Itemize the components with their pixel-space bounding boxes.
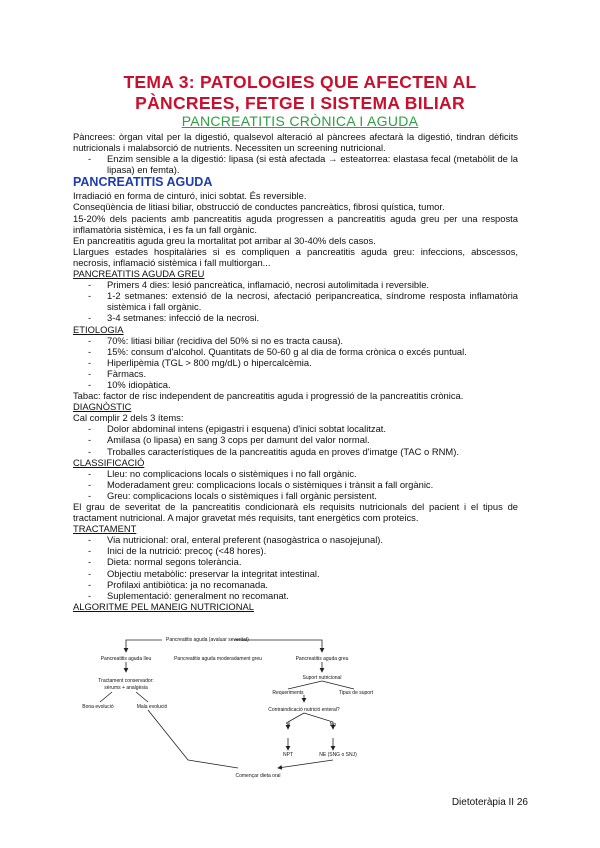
list-item: - Objectiu metabòlic: preservar la integritat intestinal. (73, 568, 518, 579)
section-heading-algoritme: ALGORITME PEL MANEIG NUTRICIONAL (73, 600, 254, 612)
list-item: - Dolor abdominal intens (epigastri i esquena) d'inici sobtat localitzat. (73, 423, 518, 434)
paragraph: Llargues estades hospitalàries si es compliquen a pancreatitis aguda greu: infeccions, abscessos, necrosis, inflamació sistèmica i fall multiorgan... (73, 245, 518, 268)
algorithm-diagram (78, 632, 378, 780)
etiologia-list (73, 335, 518, 390)
diagram-node-moderada: Pancreatitis aguda moderadament greu (174, 656, 262, 662)
greu-list (73, 279, 518, 323)
diagram-node-dieta: Començar dieta oral (235, 773, 281, 779)
diagram-node-no: No (329, 722, 337, 728)
list-item: - 3-4 setmanes: infecció de la necrosi. (73, 312, 518, 323)
diagram-node-requeriments: Requeriments (272, 690, 304, 696)
diagram-node-tipus: Tipus de suport (338, 690, 374, 696)
diagram-node-ne: NE (SNG o SNJ) (319, 752, 357, 758)
list-item: - 1-2 setmanes: extensió de la necrosi, afectació peripancreatica, síndrome resposta inflamatòria sistèmica i fall orgànic. (73, 290, 518, 312)
paragraph: En pancreatitis aguda greu la mortalitat pot arribar al 30-40% dels casos. (73, 234, 376, 246)
page-subtitle: PANCREATITIS CRÒNICA I AGUDA (181, 113, 419, 129)
diagram-node-contraindicacio: Contraindicació nutrició enteral? (268, 707, 340, 713)
paragraph: Irradiació en forma de cinturó, inici sobtat. És reversible. (73, 190, 307, 202)
diagram-node-conservador: Tractament conservador: (98, 678, 154, 684)
document-body (73, 131, 518, 612)
list-item: - Via nutricional: oral, enteral preferent (nasogàstrica o nasojejunal). (73, 534, 518, 545)
list-item: - Suplementació: generalment no recomanat. (73, 590, 518, 601)
list-item: - Primers 4 dies: lesió pancreàtica, inflamació, necrosi autolimitada i reversible. (73, 279, 518, 290)
intro-list (73, 153, 518, 175)
diagram-node-npt: NPT (283, 752, 293, 758)
section-heading-diagnostic: DIAGNÒSTIC (73, 401, 132, 413)
list-item: - Greu: complicacions locals o sistèmiques i fall orgànic persistent. (73, 490, 518, 501)
tabac-paragraph: Tabac: factor de risc independent de pancreatitis aguda i progressió de la pancreatitis crònica. (73, 390, 464, 402)
list-item: - Hiperlipèmia (TGL > 800 mg/dL) o hipercalcèmia. (73, 357, 518, 368)
section-heading-aguda: PANCREATITIS AGUDA (73, 175, 213, 190)
diagnostic-intro: Cal complir 2 dels 3 ítems: (73, 412, 184, 424)
section-heading-classificacio: CLASSIFICACIÓ (73, 456, 145, 468)
page-title-line2: PÀNCREES, FETGE I SISTEMA BILIAR (135, 93, 465, 113)
classificacio-list (73, 468, 518, 501)
list-item: - Fàrmacs. (73, 368, 518, 379)
list-item: - Lleu: no complicacions locals o sistèmiques i no fall orgànic. (73, 468, 518, 479)
page-title-line1: TEMA 3: PATOLOGIES QUE AFECTEN AL (123, 72, 477, 92)
list-item: - Profilaxi antibiòtica: ja no recomanada. (73, 579, 518, 590)
paragraph: 15-20% dels pacients amb pancreatitis aguda progressen a pancreatitis aguda greu per una resposta inflamatòria sistèmica, i es fa un fall orgànic. (73, 212, 518, 235)
diagram-node-suport: Suport nutricional (302, 675, 342, 681)
diagnostic-list (73, 423, 518, 456)
list-item: - Inici de la nutrició: precoç (<48 hores). (73, 545, 518, 556)
diagram-node-bona: Bona evolució (82, 704, 114, 710)
section-heading-tractament: TRACTAMENT (73, 523, 137, 535)
intro-paragraph: Pàncrees: òrgan vital per la digestió, qualsevol alteració al pàncrees afectarà la digestió, tindran dèficits nutricionals i malabsorció de nutrients. Necessiten un screening nutricional. (73, 131, 518, 154)
diagram-node-top: Pancreatitis aguda (avaluar severitat) (166, 637, 249, 643)
diagram-node-lleu: Pancreatitis aguda lleu (100, 656, 152, 662)
paragraph: Conseqüència de litiasi biliar, obstrucció de conductes pancreàtics, fibrosi quística, tumor. (73, 201, 445, 213)
list-item: - Enzim sensible a la digestió: lipasa (si està afectada → esteatorrea: elastasa fecal (metabòlit de la lipasa) en femta). (73, 153, 518, 175)
list-item: - Dieta: normal segons tolerància. (73, 556, 518, 567)
page-footer: Dietoteràpia II 26 (451, 797, 528, 808)
diagram-node-si: Sí (285, 722, 291, 728)
diagram-node-greu: Pancreatitis aguda greu (295, 656, 349, 662)
list-item: - 10% idiopàtica. (73, 379, 518, 390)
list-item: - 15%: consum d'alcohol. Quantitats de 50-60 g al dia de forma crònica o excés puntual. (73, 346, 518, 357)
diagram-node-mala: Mala evolució (136, 704, 168, 710)
list-item: - Amilasa (o lipasa) en sang 3 cops per damunt del valor normal. (73, 434, 518, 445)
list-item: - Moderadament greu: complicacions locals o sistèmiques i trànsit a fall orgànic. (73, 479, 518, 490)
severitat-paragraph: El grau de severitat de la pancreatitis condicionarà els requisits nutricionals del pacient i el tipus de tractament nutricional. A major gravetat més requisits, tant energètics com proteics. (73, 501, 518, 524)
section-heading-etiologia: ETIOLOGIA (73, 323, 124, 335)
list-item: - 70%: litiasi biliar (recidiva del 50% si no es tracta causa). (73, 335, 518, 346)
list-item: - Troballes característiques de la pancreatitis aguda en proves d'imatge (TAC o RNM). (73, 446, 518, 457)
tractament-list (73, 534, 518, 601)
diagram-node-conservador-detail: sèrums + analgèsia (104, 685, 148, 691)
section-heading-greu: PANCREATITIS AGUDA GREU (73, 268, 205, 280)
